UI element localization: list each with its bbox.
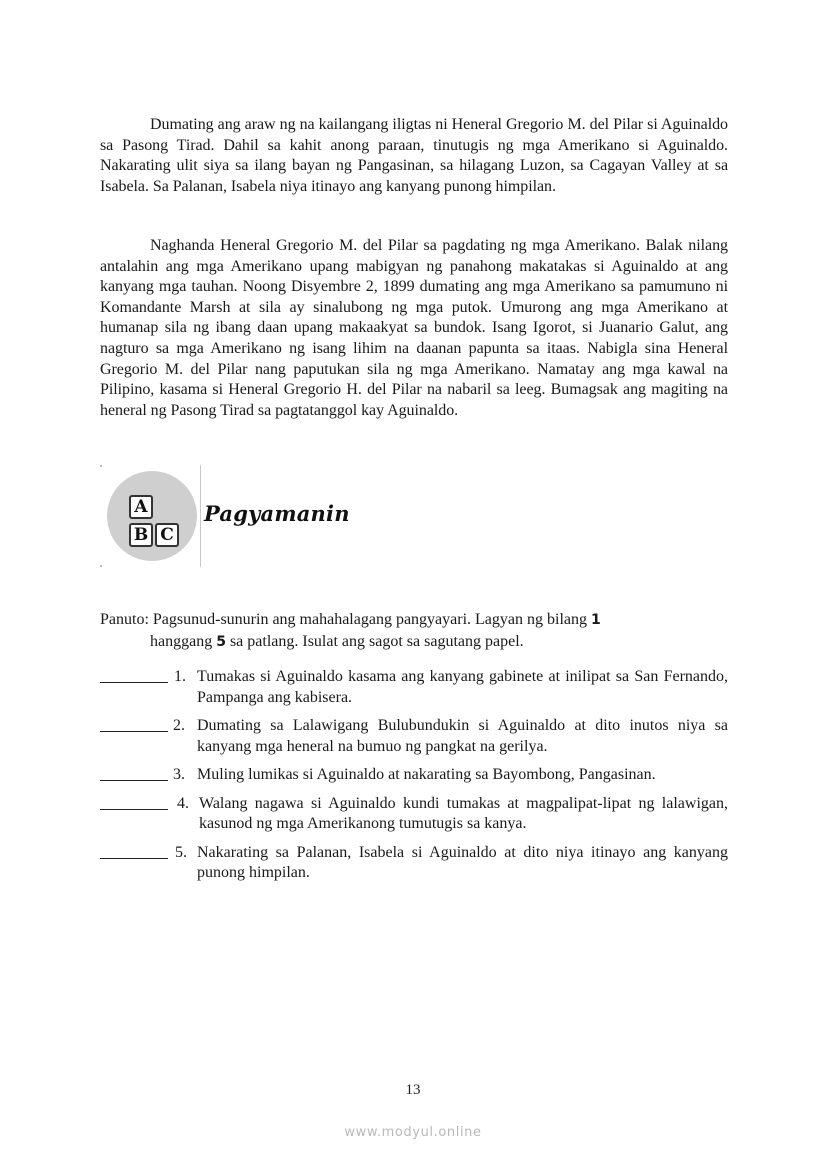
instructions <box>100 609 728 653</box>
ordering-items <box>100 667 728 892</box>
answer-blank[interactable] <box>100 716 168 732</box>
item-text: Muling lumikas si Aguinaldo at nakarating sa Bayombong, Pangasinan. <box>197 766 656 783</box>
watermark: www.modyul.online <box>344 1125 482 1140</box>
ordering-item <box>100 765 728 786</box>
item-text: Nakarating sa Palanan, Isabela si Aguinaldo at dito niya itinayo ang kanyang punong himpilan. <box>197 843 728 881</box>
ordering-item <box>100 667 728 708</box>
abc-blocks-icon <box>107 471 197 561</box>
ordering-item <box>100 843 728 884</box>
instructions-bold-5: 5 <box>216 634 226 650</box>
instructions-text-1: Panuto: Pagsunud-sunurin ang mahahalagang pangyayari. Lagyan ng bilang <box>100 611 591 628</box>
page-number: 13 <box>405 1082 421 1098</box>
instructions-line-2 <box>100 631 728 653</box>
item-text: Walang nagawa si Aguinaldo kundi tumakas at magpalipat-lipat ng lalawigan, kasunod ng mga Amerikanong tumutugis sa kanya. <box>199 794 728 832</box>
instructions-text-3: sa patlang. Isulat ang sagot sa sagutang papel. <box>225 633 524 650</box>
block-b: B <box>129 523 153 547</box>
instructions-bold-1: 1 <box>591 612 601 628</box>
paragraph-1-text: Dumating ang araw ng na kailangang iligtas ni Heneral Gregorio M. del Pilar si Aguinaldo sa Pasong Tirad. Dahil sa kahit anong paraan, tinutugis ng mga Amerikano si Aguinaldo. Nakarating ulit siya sa ilang bayan ng Pangasinan, sa hilagang Luzon, sa Cagayan Valley at sa Isabela. Sa Palanan, Isabela niya itinayo ang kanyang punong himpilan. <box>100 116 728 195</box>
item-number: 5. <box>175 843 187 861</box>
item-number: 1. <box>174 668 186 685</box>
answer-blank[interactable] <box>100 765 168 781</box>
answer-blank[interactable] <box>100 843 168 859</box>
corner-mark <box>100 565 102 567</box>
section-header-pagyamanin <box>100 463 400 569</box>
block-c: C <box>155 523 179 547</box>
instructions-text-2: hanggang <box>150 633 217 650</box>
answer-blank[interactable] <box>100 667 168 683</box>
item-number: 2. <box>173 717 185 734</box>
paragraph-2 <box>100 236 728 421</box>
block-a: A <box>129 495 153 519</box>
section-title: Pagyamanin <box>204 501 350 526</box>
corner-mark <box>100 465 102 467</box>
header-divider <box>200 465 201 567</box>
answer-blank[interactable] <box>100 794 168 810</box>
paragraph-1 <box>100 115 728 197</box>
ordering-item <box>100 794 728 835</box>
item-number: 3. <box>173 766 185 783</box>
item-number: 4. <box>177 794 189 812</box>
paragraph-2-text: Naghanda Heneral Gregorio M. del Pilar sa pagdating ng mga Amerikano. Balak nilang antalahin ang mga Amerikano upang mabigyan ng panahong makatakas si Aguinaldo at ang kanyang mga tauhan. Noong Disyembre 2, 1899 dumating ang mga Amerikano sa pamumuno ni Komandante Marsh at sila ay sinalubong ng mga putok. Umurong ang mga Amerikano at humanap sila ng ibang daan upang makaakyat sa bundok. Isang Igorot, si Juanario Galut, ang nagturo sa mga Amerikano ng isang lihim na daanan papunta sa itaas. Nabigla sina Heneral Gregorio M. del Pilar nang paputukan sila ng mga Amerikano. Namatay ang mga kawal na Pilipino, kasama si Heneral Gregorio H. del Pilar na nabaril sa leeg. Bumagsak ang magiting na heneral ng Pasong Tirad sa pagtatanggol kay Aguinaldo. <box>100 237 728 419</box>
item-text: Tumakas si Aguinaldo kasama ang kanyang gabinete at inilipat sa San Fernando, Pampanga ang kabisera. <box>197 668 728 706</box>
item-text: Dumating sa Lalawigang Bulubundukin si Aguinaldo at dito inutos niya sa kanyang mga heneral na bumuo ng pangkat na gerilya. <box>197 717 728 755</box>
ordering-item <box>100 716 728 757</box>
